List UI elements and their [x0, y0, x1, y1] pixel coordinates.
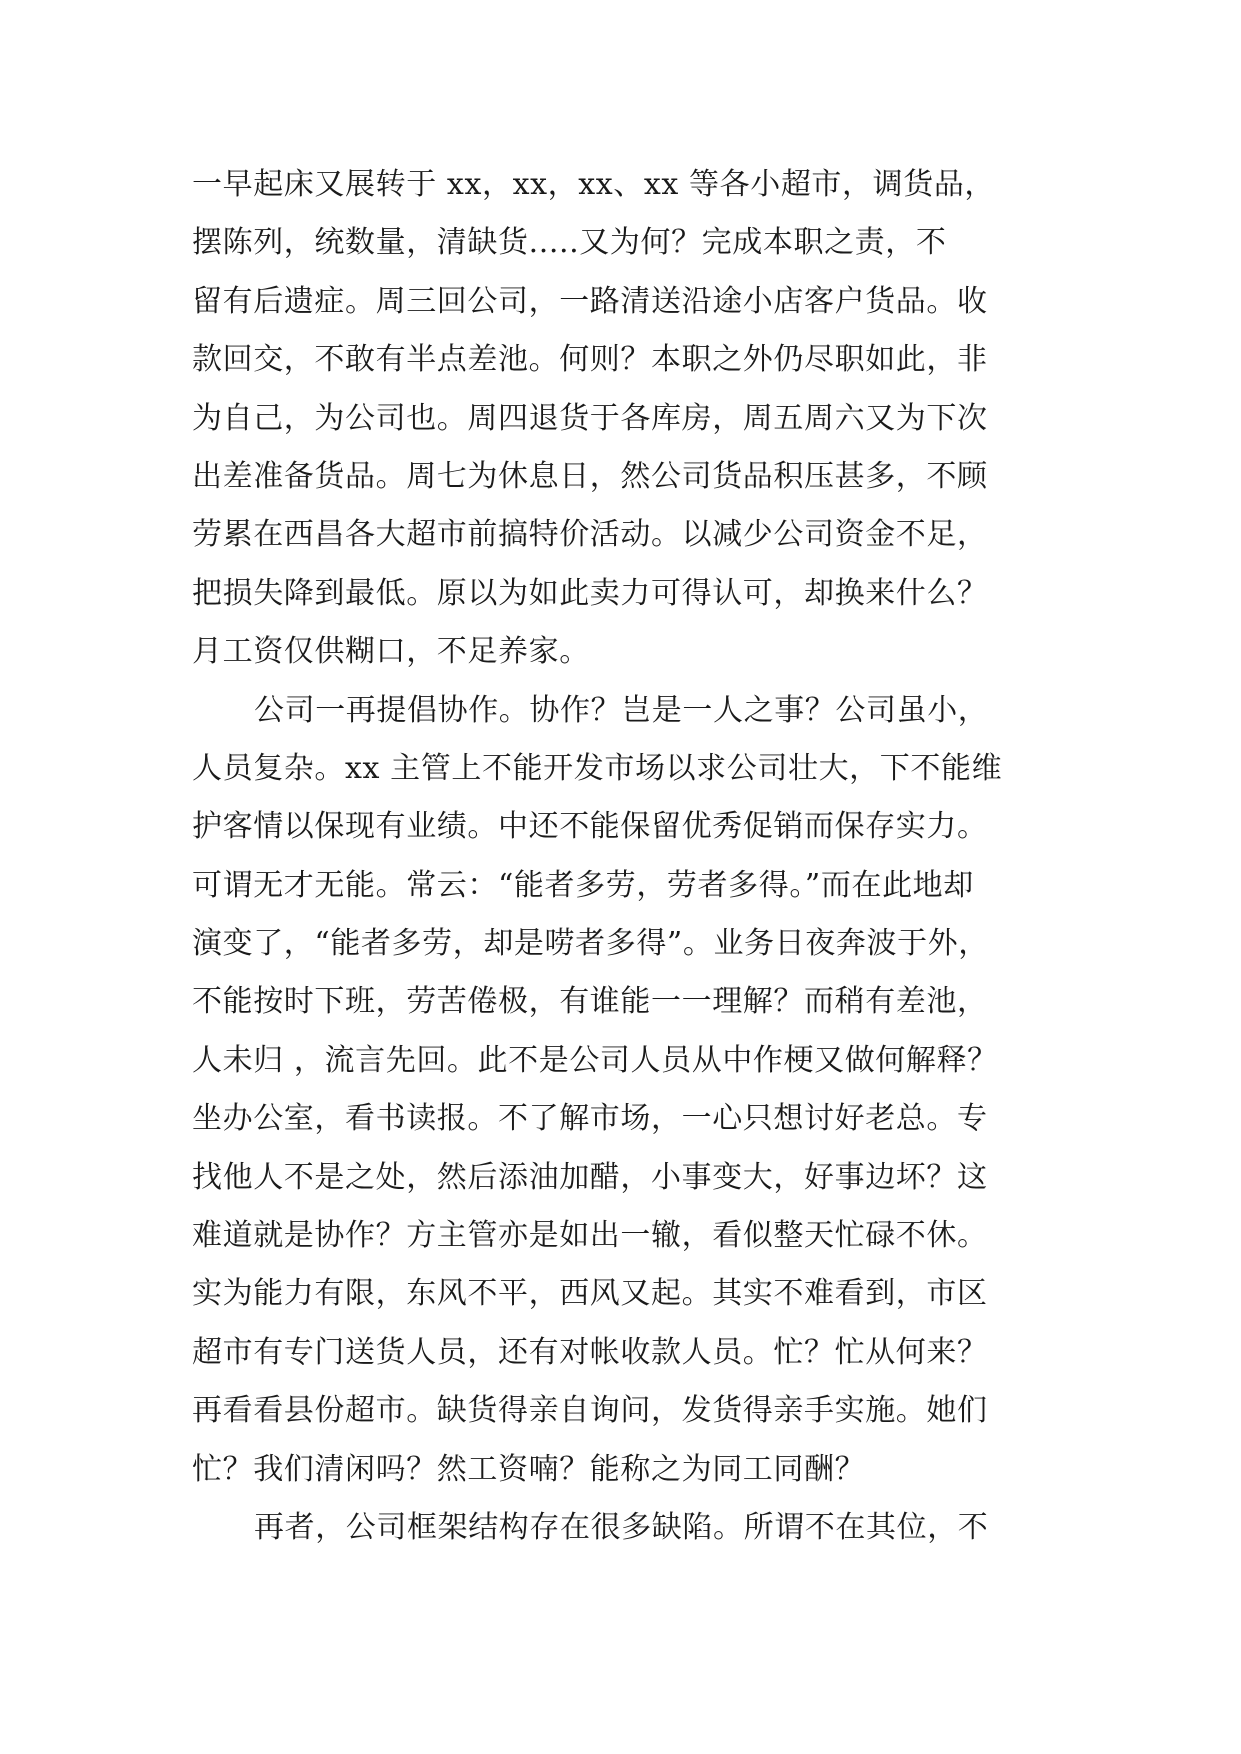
text-line: 找他人不是之处，然后添油加醋，小事变大，好事边坏？这	[192, 1159, 988, 1195]
text-line: 人未归 ，流言先回。此不是公司人员从中作梗又做何解释？	[192, 1042, 998, 1078]
paragraph-start-line: 公司一再提倡协作。协作？岂是一人之事？公司虽小，	[254, 692, 989, 728]
text-line: 为自己，为公司也。周四退货于各库房，周五周六又为下次	[192, 400, 988, 436]
text-line: 再看看县份超市。缺货得亲自询问，发货得亲手实施。她们	[192, 1393, 988, 1429]
text-line: 演变了，“能者多劳，却是唠者多得”。业务日夜奔波于外，	[192, 926, 989, 962]
text-line: 坐办公室，看书读报。不了解市场，一心只想讨好老总。专	[192, 1101, 988, 1137]
text-line: 不能按时下班，劳苦倦极，有谁能一一理解？而稍有差池，	[192, 984, 988, 1020]
text-line: 摆陈列，统数量，清缺货.....又为何？完成本职之责，不	[192, 225, 947, 261]
text-line: 实为能力有限，东风不平，西风又起。其实不难看到，市区	[192, 1276, 988, 1312]
body-text	[192, 156, 1072, 1557]
text-line: 超市有专门送货人员，还有对帐收款人员。忙？忙从何来？	[192, 1334, 988, 1370]
text-line: 忙？我们清闲吗？然工资喃？能称之为同工同酬？	[192, 1451, 866, 1487]
text-line: 留有后遗症。周三回公司，一路清送沿途小店客户货品。收	[192, 283, 988, 319]
text-line: 难道就是协作？方主管亦是如出一辙，看似整天忙碌不休。	[192, 1218, 988, 1254]
text-line: 人员复杂。xx 主管上不能开发市场以求公司壮大，下不能维	[192, 750, 1003, 786]
text-line: 劳累在西昌各大超市前搞特价活动。以减少公司资金不足，	[192, 517, 988, 553]
text-line: 款回交，不敢有半点差池。何则？本职之外仍尽职如此，非	[192, 342, 988, 378]
text-line: 月工资仅供糊口，不足养家。	[192, 634, 590, 670]
text-line: 可谓无才无能。常云：“能者多劳，劳者多得。”而在此地却	[192, 867, 974, 903]
text-line: 护客情以保现有业绩。中还不能保留优秀促销而保存实力。	[192, 809, 988, 845]
text-line: 把损失降到最低。原以为如此卖力可得认可，却换来什么？	[192, 575, 988, 611]
text-line: 出差准备货品。周七为休息日，然公司货品积压甚多，不顾	[192, 458, 988, 494]
paragraph-start-line: 再者，公司框架结构存在很多缺陷。所谓不在其位，不	[254, 1509, 989, 1545]
text-line: 一早起床又展转于 xx，xx，xx、xx 等各小超市，调货品，	[192, 167, 996, 202]
